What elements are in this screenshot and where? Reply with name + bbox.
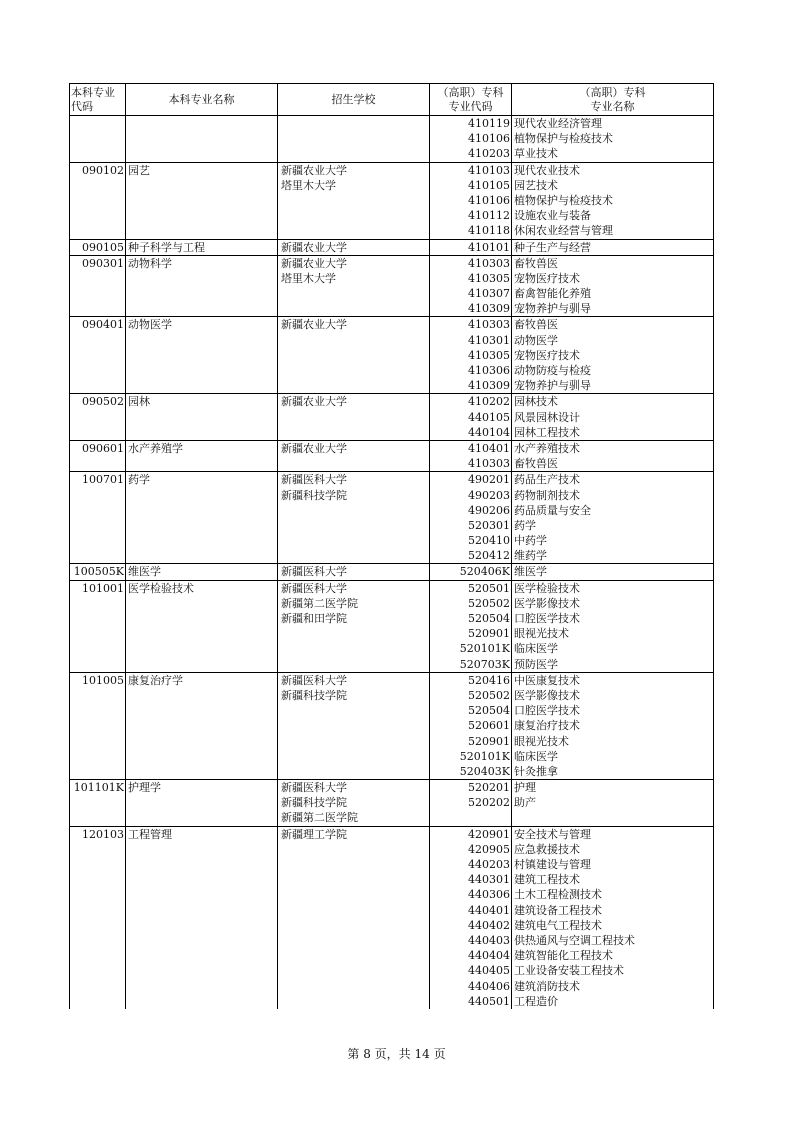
vocational-name: 宠物医疗技术 [514, 271, 580, 285]
school-cell [278, 440, 430, 471]
vocational-code: 440403 [468, 933, 510, 947]
undergrad-name [128, 116, 277, 131]
table-row [70, 826, 714, 1009]
vocational-code: 410112 [468, 209, 510, 223]
vocational-code: 520501 [468, 581, 510, 595]
vocational-name: 建筑消防技术 [514, 979, 580, 993]
table-row [70, 672, 714, 779]
vocational-code: 520416 [468, 673, 510, 687]
undergrad-code: 100701 [82, 473, 124, 487]
vocational-name: 休闲农业经营与管理 [514, 224, 613, 238]
table-row [70, 440, 714, 471]
table-row [70, 116, 714, 163]
undergrad-code: 090401 [82, 318, 124, 332]
undergrad-code-cell [70, 255, 126, 317]
vocational-name: 水产养殖技术 [514, 441, 580, 455]
vocational-code: 410202 [468, 395, 510, 409]
vocational-name: 建筑设备工程技术 [514, 903, 602, 917]
undergrad-name-cell [126, 580, 278, 672]
undergrad-code: 090102 [82, 163, 124, 177]
vocational-code: 410305 [468, 348, 510, 362]
undergrad-name-cell [126, 780, 278, 827]
vocational-code: 520202 [468, 796, 510, 810]
vocational-name: 针灸推拿 [514, 764, 558, 778]
undergrad-code-cell [70, 826, 126, 1009]
vocational-name-cell [512, 672, 714, 779]
vocational-code: 410203 [468, 147, 510, 161]
vocational-code: 490203 [468, 488, 510, 502]
header-vocational-name-line2: 专业名称 [590, 99, 635, 113]
vocational-name: 医学检验技术 [514, 581, 580, 595]
vocational-name: 草业技术 [514, 147, 558, 161]
header-vocational-code-line1: （高职）专科 [437, 85, 504, 99]
vocational-code: 410103 [468, 163, 510, 177]
undergrad-name: 护理学 [128, 781, 161, 795]
vocational-name: 园艺技术 [514, 178, 558, 192]
school-name: 新疆农业大学 [281, 240, 347, 254]
vocational-name-cell [512, 780, 714, 827]
undergrad-name-cell [126, 826, 278, 1009]
vocational-code: 420905 [468, 842, 510, 856]
undergrad-name-cell [126, 116, 278, 163]
undergrad-name-cell [126, 255, 278, 317]
vocational-code: 520502 [468, 688, 510, 702]
vocational-code: 410106 [468, 132, 510, 146]
vocational-code: 520101K [459, 642, 510, 656]
vocational-name: 护理 [514, 781, 536, 795]
vocational-code: 440105 [468, 410, 510, 424]
vocational-code: 410118 [468, 224, 510, 238]
vocational-code: 410305 [468, 271, 510, 285]
header-vocational-code-line2: 专业代码 [448, 99, 493, 113]
school-cell [278, 826, 430, 1009]
undergrad-name: 工程管理 [128, 827, 172, 841]
vocational-name: 建筑智能化工程技术 [514, 949, 613, 963]
vocational-code: 410105 [468, 178, 510, 192]
undergrad-code-cell [70, 564, 126, 580]
vocational-code: 440203 [468, 858, 510, 871]
vocational-code-cell [430, 826, 512, 1009]
vocational-name: 建筑工程技术 [514, 873, 580, 887]
school-name: 新疆理工学院 [281, 827, 347, 841]
vocational-code: 410101 [468, 240, 510, 254]
undergrad-code-cell [70, 780, 126, 827]
vocational-name: 现代农业经济管理 [514, 117, 602, 130]
vocational-name: 口腔医学技术 [514, 612, 580, 625]
vocational-name: 设施农业与装备 [514, 209, 591, 223]
vocational-name: 园林工程技术 [514, 425, 580, 439]
vocational-name: 临床医学 [514, 642, 558, 656]
vocational-name: 助产 [514, 796, 536, 810]
school-name: 新疆农业大学 [281, 163, 347, 177]
header-vocational-code [430, 84, 512, 116]
vocational-code: 410401 [468, 441, 510, 455]
school-cell [278, 564, 430, 580]
undergrad-code-cell [70, 394, 126, 441]
vocational-name: 宠物养护与驯导 [514, 302, 591, 316]
table-row [70, 580, 714, 672]
vocational-code: 410106 [468, 193, 510, 207]
vocational-name-cell [512, 826, 714, 1009]
school-cell [278, 580, 430, 672]
vocational-name: 植物保护与检疫技术 [514, 193, 613, 207]
school-name: 新疆医科大学 [281, 473, 347, 487]
header-vocational-name-line1: （高职）专科 [579, 85, 646, 99]
vocational-code: 410303 [468, 256, 510, 270]
vocational-name-cell [512, 239, 714, 255]
undergrad-code-cell [70, 317, 126, 394]
table-row [70, 162, 714, 239]
vocational-code: 520410 [468, 534, 510, 548]
school-name: 塔里木大学 [281, 178, 336, 192]
undergrad-name: 医学检验技术 [128, 581, 194, 595]
table-row [70, 394, 714, 441]
school-cell [278, 317, 430, 394]
undergrad-name: 康复治疗学 [128, 673, 183, 687]
undergrad-code: 090301 [82, 256, 124, 270]
vocational-code-cell [430, 394, 512, 441]
vocational-name: 畜牧兽医 [514, 318, 558, 332]
vocational-name: 康复治疗技术 [514, 719, 580, 733]
vocational-name: 动物医学 [514, 333, 558, 347]
vocational-name: 现代农业技术 [514, 163, 580, 177]
vocational-code: 440301 [468, 873, 510, 887]
vocational-name-cell [512, 255, 714, 317]
vocational-name: 风景园林设计 [514, 410, 580, 424]
vocational-name: 村镇建设与管理 [514, 858, 591, 871]
undergrad-code-cell [70, 239, 126, 255]
undergrad-code: 090105 [82, 240, 124, 254]
major-correspondence-table [69, 83, 714, 1009]
table-header [70, 84, 714, 116]
school-name: 新疆农业大学 [281, 441, 347, 455]
vocational-code: 520601 [468, 719, 510, 733]
vocational-name: 畜禽智能化养殖 [514, 287, 591, 301]
vocational-code: 410303 [468, 318, 510, 332]
vocational-code: 520201 [468, 781, 510, 795]
undergrad-name: 药学 [128, 473, 150, 487]
vocational-name: 安全技术与管理 [514, 827, 591, 841]
table-row [70, 317, 714, 394]
school-name: 新疆和田学院 [281, 612, 347, 625]
undergrad-name-cell [126, 239, 278, 255]
vocational-code: 490206 [468, 503, 510, 517]
vocational-code-cell [430, 239, 512, 255]
undergrad-name-cell [126, 162, 278, 239]
vocational-code-cell [430, 317, 512, 394]
vocational-name: 宠物医疗技术 [514, 348, 580, 362]
undergrad-code-cell [70, 580, 126, 672]
vocational-name-cell [512, 440, 714, 471]
vocational-code-cell [430, 116, 512, 163]
vocational-name: 动物防疫与检疫 [514, 364, 591, 377]
undergrad-name: 种子科学与工程 [128, 240, 205, 254]
table-row [70, 564, 714, 580]
table-row [70, 239, 714, 255]
vocational-code: 410301 [468, 333, 510, 347]
vocational-code: 440405 [468, 964, 510, 978]
vocational-name: 医学影像技术 [514, 596, 580, 610]
vocational-name: 药学 [514, 518, 536, 532]
vocational-name-cell [512, 317, 714, 394]
vocational-name: 工业设备安装工程技术 [514, 964, 624, 978]
vocational-code: 410307 [468, 287, 510, 301]
vocational-code: 420901 [468, 827, 510, 841]
school-name: 新疆第二医学院 [281, 811, 358, 825]
header-vocational-name [512, 84, 714, 116]
vocational-code: 410303 [468, 457, 510, 471]
vocational-name-cell [512, 116, 714, 163]
undergrad-code-cell [70, 672, 126, 779]
table-row [70, 472, 714, 564]
vocational-code: 440501 [468, 994, 510, 1008]
undergrad-name-cell [126, 440, 278, 471]
vocational-name: 植物保护与检疫技术 [514, 132, 613, 146]
vocational-name: 眼视光技术 [514, 734, 569, 748]
school-cell [278, 472, 430, 564]
undergrad-code-cell [70, 116, 126, 163]
vocational-name: 园林技术 [514, 395, 558, 409]
vocational-code-cell [430, 564, 512, 580]
vocational-name: 土木工程检测技术 [514, 888, 602, 902]
school-name: 新疆科技学院 [281, 688, 347, 702]
school-name: 新疆医科大学 [281, 673, 347, 687]
vocational-code-cell [430, 672, 512, 779]
table-body [70, 116, 714, 1009]
vocational-name: 畜牧兽医 [514, 256, 558, 270]
undergrad-code: 101001 [82, 581, 124, 595]
undergrad-name-cell [126, 564, 278, 580]
vocational-code-cell [430, 580, 512, 672]
undergrad-name: 动物医学 [128, 318, 172, 332]
undergrad-code: 100505K [73, 565, 124, 579]
school-cell [278, 780, 430, 827]
vocational-code: 520406K [459, 565, 510, 579]
undergrad-name-cell [126, 394, 278, 441]
vocational-code: 490201 [468, 473, 510, 487]
vocational-code: 520412 [468, 549, 510, 563]
vocational-name: 药品质量与安全 [514, 503, 591, 517]
school-name: 新疆第二医学院 [281, 596, 358, 610]
school-name: 新疆农业大学 [281, 318, 347, 332]
vocational-code: 440401 [468, 903, 510, 917]
vocational-name: 中药学 [514, 534, 547, 548]
undergrad-code [70, 116, 124, 131]
school-cell [278, 672, 430, 779]
undergrad-code: 101101K [73, 781, 124, 795]
undergrad-name: 动物科学 [128, 256, 172, 270]
vocational-code: 440104 [468, 425, 510, 439]
school-cell [278, 239, 430, 255]
vocational-name: 建筑电气工程技术 [514, 918, 602, 932]
vocational-code: 440404 [468, 949, 510, 963]
school-cell [278, 162, 430, 239]
vocational-code: 410119 [468, 117, 510, 130]
vocational-code: 520901 [468, 627, 510, 641]
vocational-name: 维药学 [514, 549, 547, 563]
vocational-name: 种子生产与经营 [514, 240, 591, 254]
undergrad-code-cell [70, 472, 126, 564]
school-name: 新疆农业大学 [281, 395, 347, 409]
undergrad-code: 090601 [82, 441, 124, 455]
vocational-code: 520703K [459, 657, 510, 671]
vocational-name: 工程造价 [514, 994, 558, 1008]
vocational-code-cell [430, 162, 512, 239]
undergrad-name: 维医学 [128, 565, 161, 579]
vocational-code: 410309 [468, 302, 510, 316]
undergrad-name: 园艺 [128, 163, 150, 177]
vocational-name: 药品生产技术 [514, 473, 580, 487]
undergrad-code: 090502 [82, 395, 124, 409]
undergrad-code-cell [70, 440, 126, 471]
vocational-name-cell [512, 394, 714, 441]
school-name: 新疆科技学院 [281, 796, 347, 810]
undergrad-code: 120103 [82, 827, 124, 841]
undergrad-name-cell [126, 472, 278, 564]
vocational-code-cell [430, 780, 512, 827]
vocational-name: 维医学 [514, 565, 547, 579]
vocational-name: 预防医学 [514, 657, 558, 671]
vocational-name: 临床医学 [514, 749, 558, 763]
vocational-name: 宠物养护与驯导 [514, 379, 591, 393]
undergrad-name-cell [126, 317, 278, 394]
vocational-name: 畜牧兽医 [514, 457, 558, 471]
vocational-code: 520504 [468, 612, 510, 625]
vocational-code: 520502 [468, 596, 510, 610]
header-undergrad-code: 本科专业代码 [70, 84, 126, 116]
vocational-code: 520504 [468, 704, 510, 718]
undergrad-name: 水产养殖学 [128, 441, 183, 455]
undergrad-code: 101005 [82, 673, 124, 687]
undergrad-code-cell [70, 162, 126, 239]
vocational-code: 520403K [459, 764, 510, 778]
vocational-code-cell [430, 472, 512, 564]
vocational-code: 520101K [459, 749, 510, 763]
school-name: 新疆农业大学 [281, 256, 347, 270]
school-name: 塔里木大学 [281, 271, 336, 285]
vocational-code-cell [430, 440, 512, 471]
table-row [70, 255, 714, 317]
school-name: 新疆医科大学 [281, 581, 347, 595]
vocational-code: 520301 [468, 518, 510, 532]
vocational-code: 440306 [468, 888, 510, 902]
vocational-name: 眼视光技术 [514, 627, 569, 641]
vocational-code: 440402 [468, 918, 510, 932]
vocational-code: 520901 [468, 734, 510, 748]
header-undergrad-name: 本科专业名称 [126, 84, 278, 116]
vocational-name: 应急救援技术 [514, 842, 580, 856]
vocational-code: 440406 [468, 979, 510, 993]
table-row [70, 780, 714, 827]
school-name: 新疆科技学院 [281, 488, 347, 502]
major-correspondence-table-container [69, 83, 713, 1009]
page-number-footer: 第 8 页，共 14 页 [347, 1047, 446, 1061]
vocational-name-cell [512, 564, 714, 580]
undergrad-name: 园林 [128, 395, 150, 409]
vocational-name: 医学影像技术 [514, 688, 580, 702]
school-cell [278, 394, 430, 441]
header-school: 招生学校 [278, 84, 430, 116]
vocational-name: 口腔医学技术 [514, 704, 580, 718]
school-name: 新疆医科大学 [281, 781, 347, 795]
vocational-code: 410306 [468, 364, 510, 377]
vocational-name: 供热通风与空调工程技术 [514, 933, 635, 947]
vocational-name: 中医康复技术 [514, 673, 580, 687]
vocational-code-cell [430, 255, 512, 317]
undergrad-name-cell [126, 672, 278, 779]
vocational-name-cell [512, 472, 714, 564]
vocational-name-cell [512, 580, 714, 672]
school-name: 新疆医科大学 [281, 565, 347, 579]
vocational-code: 410309 [468, 379, 510, 393]
school-cell [278, 255, 430, 317]
vocational-name-cell [512, 162, 714, 239]
vocational-name: 药物制剂技术 [514, 488, 580, 502]
school-cell [278, 116, 430, 163]
